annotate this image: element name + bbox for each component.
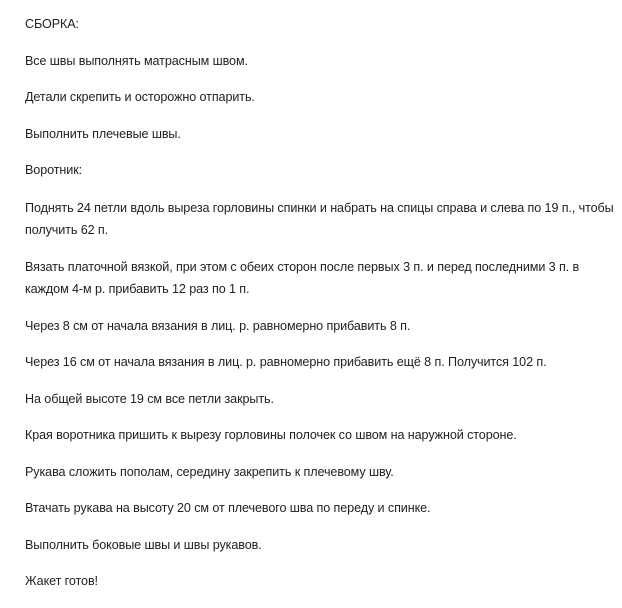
section-heading: СБОРКА: (25, 17, 79, 31)
paragraph-garter-stitch: Вязать платочной вязкой, при этом с обеих сторон после первых 3 п. и перед последними 3 п. в каждом 4-м р. прибавить 12 раз по 1 п. (25, 260, 580, 296)
paragraph-increase-16cm: Через 16 см от начала вязания в лиц. р. равномерно прибавить ещё 8 п. Получится 102 п. (25, 355, 547, 369)
paragraph-shoulder-seams: Выполнить плечевые швы. (25, 126, 181, 141)
paragraph-fold-sleeves: Рукава сложить пополам, середину закрепить к плечевому шву. (25, 464, 394, 479)
paragraph-steam: Детали скрепить и осторожно отпарить. (25, 90, 255, 104)
paragraph-seams: Все швы выполнять матрасным швом. (25, 53, 248, 68)
paragraph-finished: Жакет готов! (25, 574, 98, 588)
paragraph-pick-up-stitches: Поднять 24 петли вдоль выреза горловины спинки и набрать на спицы справа и слева по 19 п., чтобы получить 62 п. (25, 200, 614, 237)
paragraph-sew-collar: Края воротника пришить к вырезу горловины полочек со швом на наружной стороне. (25, 428, 517, 442)
collar-heading: Воротник: (25, 163, 83, 177)
paragraph-set-in-sleeves: Втачать рукава на высоту 20 см от плечевого шва по переду и спинке. (25, 501, 431, 515)
paragraph-increase-8cm: Через 8 см от начала вязания в лиц. р. равномерно прибавить 8 п. (25, 318, 411, 333)
paragraph-bind-off: На общей высоте 19 см все петли закрыть. (25, 391, 274, 406)
paragraph-side-seams: Выполнить боковые швы и швы рукавов. (25, 537, 262, 552)
assembly-instructions (25, 14, 615, 608)
